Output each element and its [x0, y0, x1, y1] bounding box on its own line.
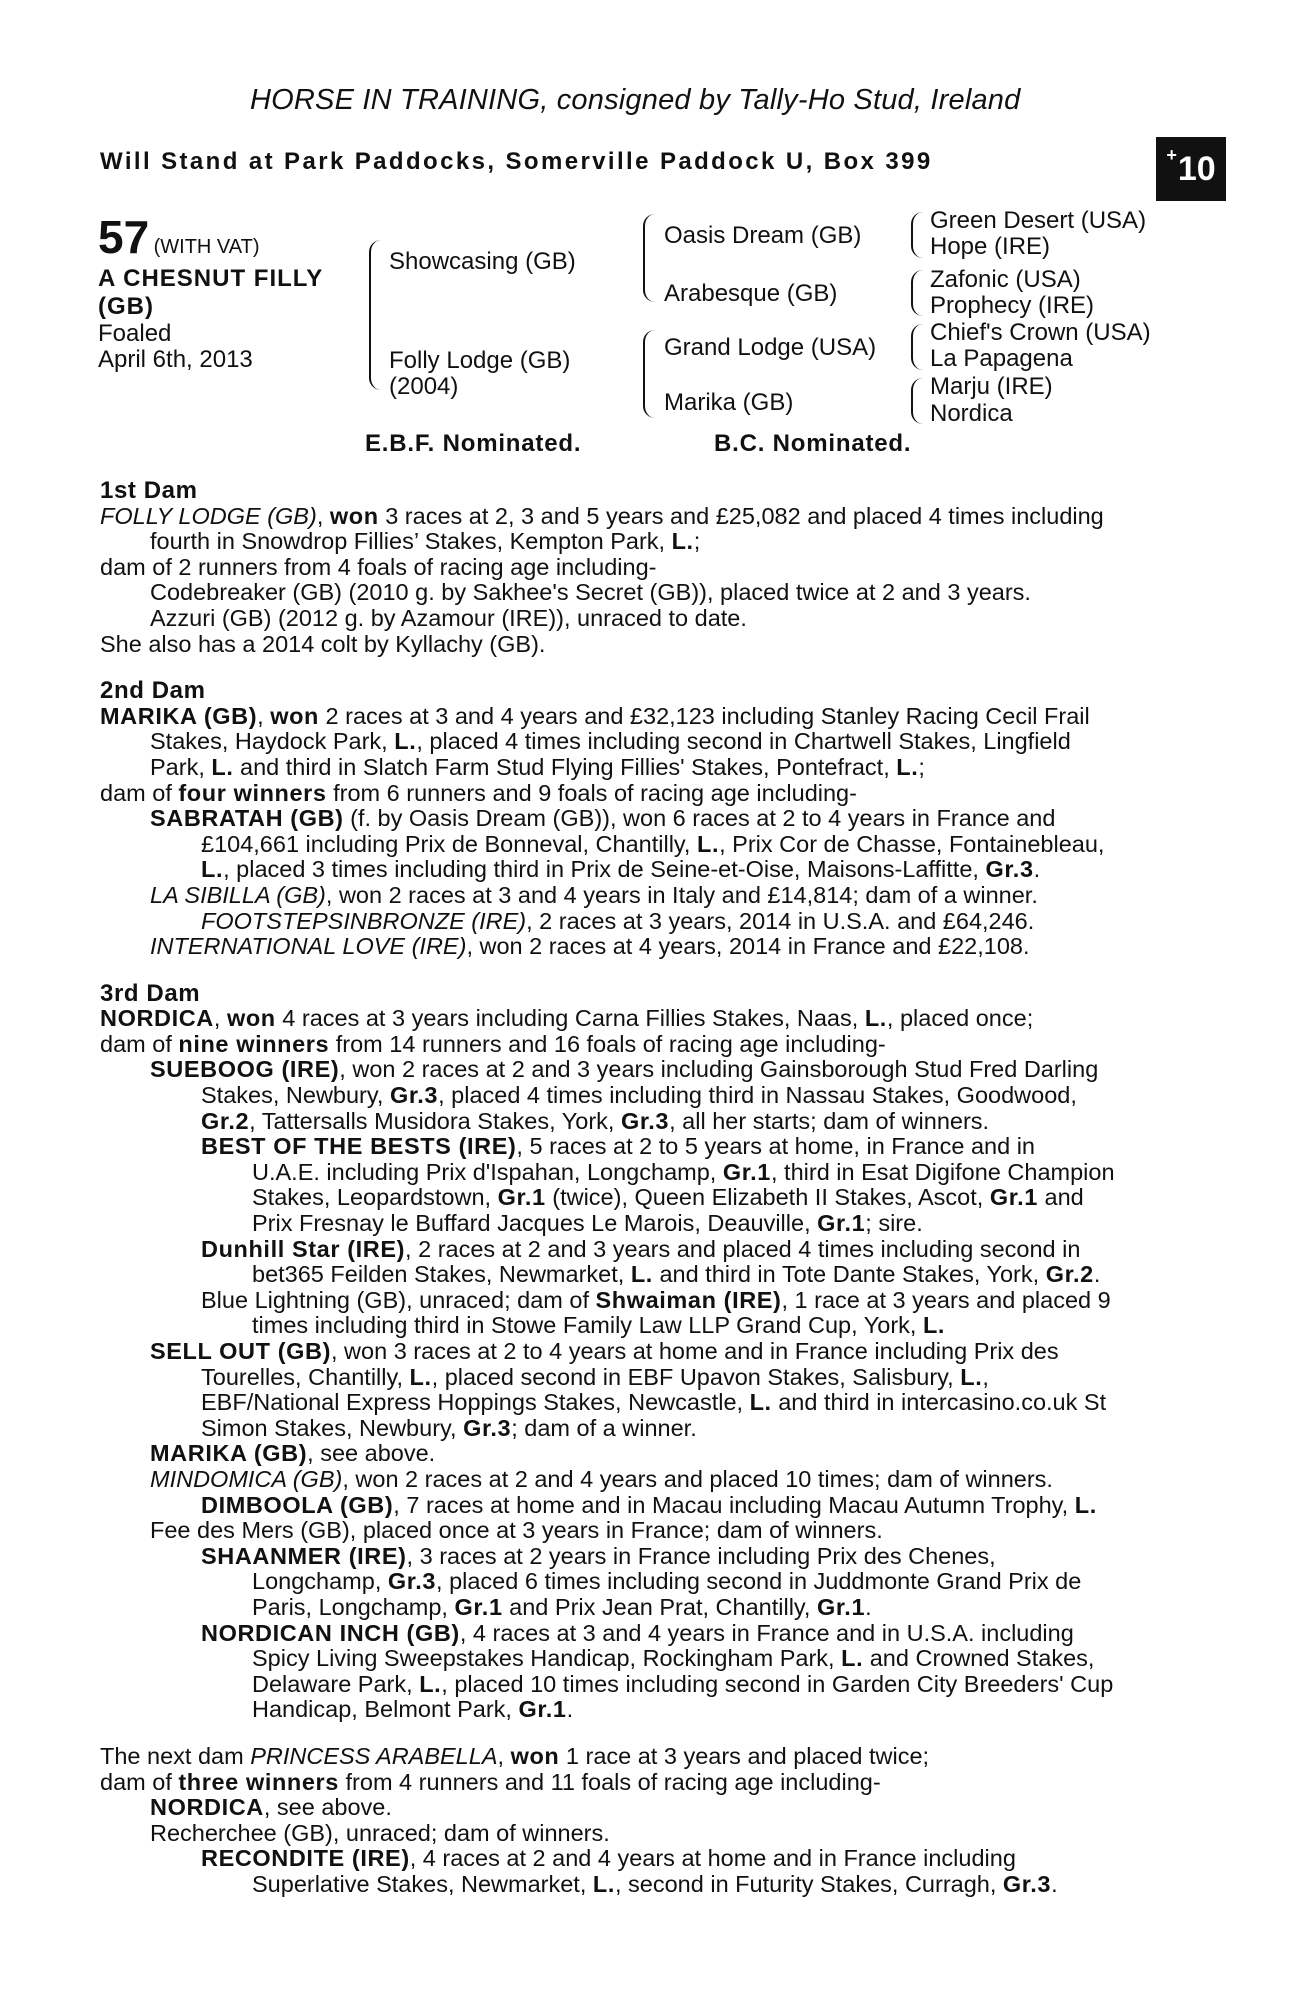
produce-line: She also has a 2014 colt by Kyllachy (GB).: [100, 630, 546, 657]
winners-count: three winners: [178, 1768, 339, 1795]
produce-line: [100, 1646, 1204, 1672]
listed-label: L.: [841, 1645, 864, 1672]
group-label: Gr.2: [201, 1107, 250, 1134]
pedigree-sire-dam: Arabesque (GB): [664, 280, 838, 307]
horse-name: SHAANMER (IRE): [201, 1542, 407, 1569]
text: ;: [693, 528, 701, 555]
pedigree-ddd: Nordica: [930, 400, 1013, 427]
listed-label: L.: [697, 830, 720, 857]
horse-name: FOOTSTEPSINBRONZE (IRE): [201, 907, 527, 934]
text: from 4 runners and 11 foals of racing age including-: [345, 1768, 881, 1795]
dam-line: [100, 781, 1204, 807]
group-label: Gr.3: [463, 1414, 512, 1441]
text: EBF/National Express Hoppings Stakes, Newcastle,: [201, 1389, 744, 1416]
text: 3 races at 2, 3 and 5 years and £25,082 and placed 4 times including: [385, 502, 1104, 529]
text: (f. by Oasis Dream (GB)), won 6 races at 2 to 4 years in France and: [350, 805, 1056, 832]
text: 4 races at 3 years including Carna Fillies Stakes, Naas,: [282, 1005, 859, 1032]
dam-line: dam of 2 runners from 4 foals of racing age including-: [100, 553, 657, 580]
text: , Tattersalls Musidora Stakes, York,: [249, 1107, 615, 1134]
won-label: won: [270, 702, 320, 729]
text: , placed 4 times including second in Chartwell Stakes, Lingfield: [416, 728, 1071, 755]
won-label: won: [329, 502, 379, 529]
produce-line: [100, 1288, 1204, 1314]
dam-line: [100, 1744, 1204, 1770]
group-label: Gr.3: [985, 856, 1034, 883]
horse-name: NORDICAN INCH (GB): [201, 1619, 460, 1646]
pedigree-sire-sire: Oasis Dream (GB): [664, 222, 862, 249]
horse-name: LA SIBILLA (GB): [150, 881, 326, 908]
text: , 2 races at 3 years, 2014 in U.S.A. and £64,246.: [526, 907, 1035, 934]
text: Paris, Longchamp,: [252, 1593, 448, 1620]
dam-name: PRINCESS ARABELLA: [250, 1742, 498, 1769]
text: , third in Esat Digifone Champion: [770, 1158, 1115, 1185]
produce-line: Codebreaker (GB) (2010 g. by Sakhee's Secret (GB)), placed twice at 2 and 3 years.: [150, 579, 1031, 606]
produce-line: [100, 1160, 1204, 1186]
pedigree-brace: [643, 214, 657, 302]
lot-description-origin: (GB): [98, 293, 154, 320]
text: , 1 race at 3 years and placed 9: [781, 1286, 1111, 1313]
text: , Prix Cor de Chasse, Fontainebleau,: [719, 830, 1105, 857]
lot-number-line: [98, 210, 260, 264]
text: fourth in Snowdrop Fillies’ Stakes, Kempton Park,: [150, 528, 666, 555]
produce-line: [100, 1441, 1204, 1467]
produce-line: [100, 1237, 1204, 1263]
produce-line: [100, 1365, 1204, 1391]
listed-label: L.: [1074, 1491, 1097, 1518]
text: dam of: [100, 1768, 172, 1795]
text: 2 races at 3 and 4 years and £32,123 including Stanley Racing Cecil Frail: [325, 702, 1090, 729]
text: U.A.E. including Prix d'Ispahan, Longchamp,: [252, 1158, 717, 1185]
horse-name: INTERNATIONAL LOVE (IRE): [150, 933, 467, 960]
listed-label: L.: [671, 528, 694, 555]
group-label: Gr.3: [1002, 1870, 1052, 1897]
text: , placed once;: [886, 1005, 1034, 1032]
produce-line: [100, 1672, 1204, 1698]
text: Longchamp,: [252, 1568, 382, 1595]
text: .: [1051, 1870, 1058, 1897]
text: Spicy Living Sweepstakes Handicap, Rockingham Park,: [252, 1645, 835, 1672]
text: and third in Slatch Farm Stud Flying Fillies' Stakes, Pontefract,: [240, 753, 890, 780]
produce-line: [100, 1795, 1204, 1821]
produce-line: [100, 1595, 1204, 1621]
winners-count: nine winners: [178, 1030, 330, 1057]
group-label: Gr.3: [620, 1107, 670, 1134]
produce-line: [100, 1211, 1204, 1237]
text: 1 race at 3 years and placed twice;: [565, 1742, 930, 1769]
foaled-label: Foaled: [98, 320, 172, 347]
text: , placed 4 times including third in Nassau Stakes, Goodwood,: [438, 1082, 1077, 1109]
text: .: [1093, 1261, 1101, 1288]
text: Simon Stakes, Newbury,: [201, 1414, 457, 1441]
badge-number: 10: [1177, 149, 1216, 188]
ebf-nominated: E.B.F. Nominated.: [365, 430, 582, 457]
dam-line: [100, 529, 1204, 555]
text: ; sire.: [865, 1210, 923, 1237]
pedigree-brace: [643, 330, 657, 418]
text: dam of: [100, 1030, 172, 1057]
text: , all her starts; dam of winners.: [669, 1107, 990, 1134]
horse-name: SUEBOOG (IRE): [150, 1056, 340, 1083]
text: , won 2 races at 4 years, 2014 in France and £22,108.: [466, 933, 1030, 960]
text: .: [1033, 856, 1041, 883]
horse-name: Dunhill Star (IRE): [201, 1235, 406, 1262]
produce-line: Recherchee (GB), unraced; dam of winners.: [150, 1819, 610, 1846]
produce-line: Fee des Mers (GB), placed once at 3 years in France; dam of winners.: [150, 1517, 883, 1544]
produce-line: [100, 1057, 1204, 1083]
produce-line: [100, 832, 1204, 858]
text: , placed 6 times including second in Juddmonte Grand Prix de: [436, 1568, 1082, 1595]
text: times including third in Stowe Family Law LLP Grand Cup, York,: [252, 1312, 917, 1339]
dam-line: FOLLY LODGE (GB), won 3 races at 2, 3 and 5 years and £25,082 and placed 4 times including: [100, 502, 1104, 529]
produce-line: [100, 1467, 1204, 1493]
listed-label: L.: [419, 1670, 442, 1697]
dam-line: [100, 1032, 1204, 1058]
text: and Crowned Stakes,: [869, 1645, 1095, 1672]
horse-name: NORDICA: [150, 1794, 264, 1821]
produce-line: [100, 1083, 1204, 1109]
produce-line: [100, 1697, 1204, 1723]
text: , placed 10 times including second in Garden City Breeders' Cup: [441, 1670, 1114, 1697]
text: Blue Lightning (GB), unraced; dam of: [201, 1286, 589, 1313]
text: , placed second in EBF Upavon Stakes, Salisbury,: [431, 1363, 954, 1390]
lot-description: A CHESNUT FILLY: [98, 265, 324, 292]
listed-label: L.: [394, 728, 417, 755]
text: , won 2 races at 3 and 4 years in Italy and £14,814; dam of a winner.: [325, 881, 1038, 908]
text: , won 3 races at 2 to 4 years at home and in France including Prix des: [331, 1338, 1059, 1364]
produce-line: [100, 1416, 1204, 1442]
produce-line: [100, 934, 1204, 960]
horse-name: BEST OF THE BESTS (IRE): [201, 1133, 517, 1160]
dam-line: [100, 1770, 1204, 1796]
pedigree-ssd: Hope (IRE): [930, 233, 1051, 260]
group-label: Gr.3: [389, 1082, 439, 1109]
text: ;: [918, 753, 925, 780]
listed-label: L.: [960, 1363, 983, 1390]
produce-line: [100, 1621, 1204, 1647]
lot-badge: [1156, 137, 1226, 201]
badge-plus: +: [1166, 144, 1177, 165]
text: and third in intercasino.co.uk St: [778, 1389, 1107, 1416]
pedigree-dam-dam: Marika (GB): [664, 389, 794, 416]
text: and third in Tote Dante Stakes, York,: [659, 1261, 1040, 1288]
pedigree-dds: Marju (IRE): [930, 373, 1053, 400]
pedigree-brace: [369, 240, 385, 390]
text: (twice), Queen Elizabeth II Stakes, Ascot,: [552, 1184, 984, 1211]
group-label: Gr.1: [722, 1158, 771, 1185]
pedigree-dam-year: (2004): [389, 373, 459, 400]
text: Prix Fresnay le Buffard Jacques Le Marois, Deauville,: [252, 1210, 811, 1237]
listed-label: L.: [630, 1261, 653, 1288]
produce-line: [100, 1493, 1204, 1519]
group-label: Gr.1: [816, 1593, 866, 1620]
pedigree-dss: Chief's Crown (USA): [930, 319, 1151, 346]
dam-line: MARIKA (GB), won 2 races at 3 and 4 years and £32,123 including Stanley Racing Cecil Frail: [100, 702, 1090, 729]
text: Stakes, Newbury,: [201, 1082, 384, 1109]
text: Tourelles, Chantilly,: [201, 1363, 404, 1390]
produce-line: Azzuri (GB) (2012 g. by Azamour (IRE)), unraced to date.: [150, 604, 747, 631]
dam-name: NORDICA: [100, 1005, 214, 1032]
text: , 2 races at 2 and 3 years and placed 4 times including second in: [405, 1235, 1081, 1262]
pedigree-dam: Folly Lodge (GB): [389, 347, 571, 374]
won-label: won: [510, 1742, 560, 1769]
produce-line: [100, 1109, 1204, 1135]
dam-name: FOLLY LODGE (GB): [100, 502, 317, 529]
produce-line: [100, 1872, 1204, 1898]
dam-name: MARIKA (GB): [100, 702, 258, 729]
listed-label: L.: [896, 753, 919, 780]
text: from 6 runners and 9 foals of racing age including-: [333, 779, 857, 806]
produce-line: [100, 806, 1204, 832]
listed-label: L.: [864, 1005, 887, 1032]
text: dam of: [100, 779, 172, 806]
text: , see above.: [307, 1440, 436, 1467]
section-heading: 1st Dam: [100, 477, 198, 504]
text: ,: [497, 1742, 505, 1769]
text: , second in Futurity Stakes, Curragh,: [614, 1870, 997, 1897]
text: , placed 3 times including third in Prix de Seine-et-Oise, Maisons-Laffitte,: [223, 856, 979, 883]
lot-number: 57: [98, 211, 150, 263]
group-label: Gr.1: [497, 1184, 546, 1211]
produce-line: [100, 1185, 1204, 1211]
pedigree-dsd: La Papagena: [930, 345, 1073, 372]
page-title: HORSE IN TRAINING, consigned by Tally-Ho Stud, Ireland: [250, 84, 1021, 116]
listed-label: L.: [749, 1389, 772, 1416]
text: , see above.: [263, 1794, 392, 1821]
text: Stakes, Leopardstown,: [252, 1184, 492, 1211]
text: , won 2 races at 2 and 3 years including Gainsborough Stud Fred Darling: [339, 1056, 1099, 1083]
pedigree-brace: [911, 212, 923, 258]
horse-name: DIMBOOLA (GB): [201, 1491, 394, 1518]
pedigree-brace: [911, 324, 923, 370]
text: , 7 races at home and in Macau including Macau Autumn Trophy,: [393, 1491, 1069, 1518]
text: The next dam: [100, 1742, 244, 1769]
text: .: [566, 1696, 574, 1723]
pedigree-sdd: Prophecy (IRE): [930, 292, 1095, 319]
text: from 14 runners and 16 foals of racing age including-: [335, 1030, 886, 1057]
stand-location: Will Stand at Park Paddocks, Somerville Paddock U, Box 399: [100, 148, 933, 175]
produce-line: [100, 1846, 1204, 1872]
group-label: Gr.1: [454, 1593, 503, 1620]
produce-line: [100, 1544, 1204, 1570]
text: Park,: [150, 753, 205, 780]
pedigree-brace: [911, 270, 923, 316]
text: Handicap, Belmont Park,: [252, 1696, 512, 1723]
section-heading: 3rd Dam: [100, 979, 201, 1007]
dam-line: [100, 729, 1204, 755]
produce-line: [100, 909, 1204, 935]
text: , 4 races at 3 and 4 years in France and in U.S.A. including: [459, 1619, 1074, 1646]
produce-line: [100, 1569, 1204, 1595]
pedigree-sss: Green Desert (USA): [930, 207, 1147, 234]
produce-line: [100, 1134, 1204, 1160]
produce-line: [100, 1313, 1204, 1339]
dam-line: [100, 755, 1204, 781]
produce-line: [100, 1390, 1204, 1416]
group-label: Gr.3: [387, 1568, 437, 1595]
text: Superlative Stakes, Newmarket,: [252, 1870, 587, 1897]
pedigree-brace: [911, 378, 923, 424]
text: ; dam of a winner.: [511, 1414, 697, 1441]
vat-label: (WITH VAT): [153, 236, 260, 258]
horse-name: MINDOMICA (GB): [150, 1465, 343, 1492]
listed-label: L.: [409, 1363, 432, 1390]
catalogue-body: [100, 478, 1204, 1897]
bc-nominated: B.C. Nominated.: [714, 430, 912, 457]
pedigree-sds: Zafonic (USA): [930, 266, 1081, 293]
dam-line: NORDICA, won 4 races at 3 years including Carna Fillies Stakes, Naas, L., placed once;: [100, 1005, 1034, 1032]
horse-name: Shwaiman (IRE): [595, 1286, 782, 1313]
listed-label: L.: [922, 1312, 946, 1339]
section-heading: 2nd Dam: [100, 677, 206, 705]
pedigree-sire: Showcasing (GB): [389, 248, 576, 275]
text: Stakes, Haydock Park,: [150, 728, 388, 755]
listed-label: L.: [592, 1870, 615, 1897]
foaled-date: April 6th, 2013: [98, 346, 253, 373]
group-label: Gr.1: [518, 1696, 567, 1723]
text: , 5 races at 2 to 5 years at home, in France and in: [516, 1133, 1035, 1160]
produce-line: [100, 883, 1204, 909]
text: Delaware Park,: [252, 1670, 413, 1697]
pedigree-dam-sire: Grand Lodge (USA): [664, 334, 877, 361]
text: and: [1044, 1184, 1084, 1211]
produce-line: [100, 857, 1204, 883]
winners-count: four winners: [178, 779, 327, 806]
horse-name: SELL OUT (GB): [150, 1338, 331, 1364]
text: .: [865, 1593, 872, 1620]
text: bet365 Feilden Stakes, Newmarket,: [252, 1261, 625, 1288]
text: £104,661 including Prix de Bonneval, Chantilly,: [201, 830, 691, 857]
produce-line: [100, 1262, 1204, 1288]
horse-name: RECONDITE (IRE): [201, 1845, 410, 1872]
won-label: won: [226, 1005, 276, 1032]
listed-label: L.: [201, 856, 224, 883]
text: , won 2 races at 2 and 4 years and placed 10 times; dam of winners.: [342, 1465, 1053, 1492]
produce-line: [100, 1339, 1204, 1365]
group-label: Gr.2: [1045, 1261, 1094, 1288]
group-label: Gr.1: [817, 1210, 866, 1237]
horse-name: MARIKA (GB): [150, 1440, 308, 1467]
listed-label: L.: [211, 753, 234, 780]
text: , 3 races at 2 years in France including Prix des Chenes,: [406, 1542, 996, 1569]
horse-name: SABRATAH (GB): [150, 805, 344, 832]
group-label: Gr.1: [989, 1184, 1038, 1211]
text: ,: [982, 1363, 989, 1390]
text: and Prix Jean Prat, Chantilly,: [509, 1593, 811, 1620]
text: , 4 races at 2 and 4 years at home and in France including: [409, 1845, 1016, 1872]
